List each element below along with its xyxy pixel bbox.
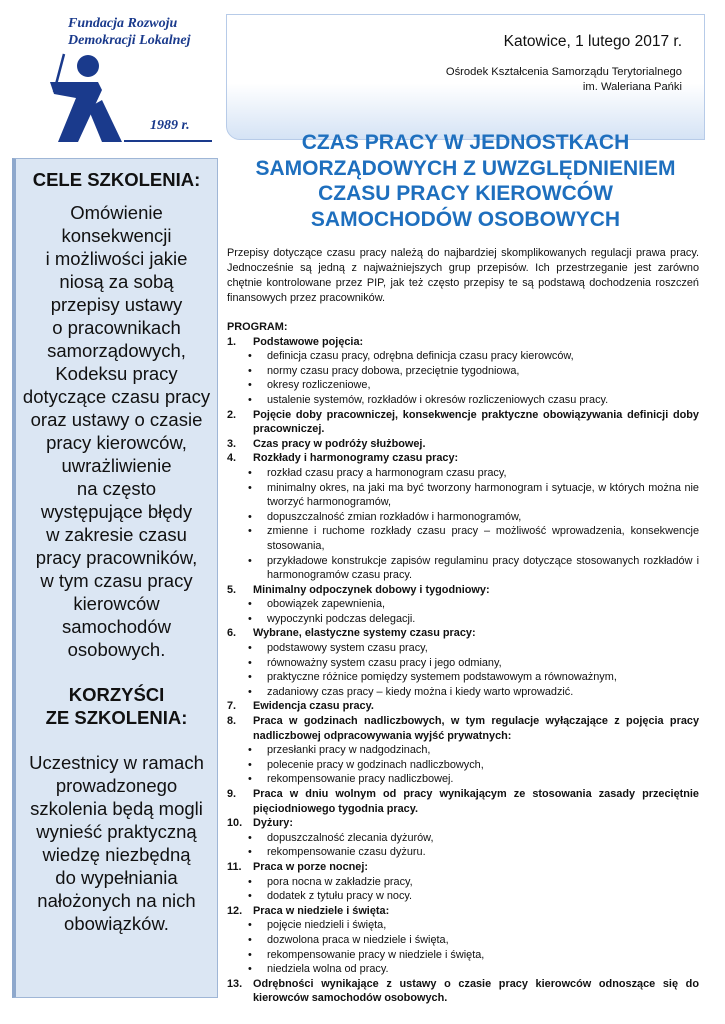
institution-line2: im. Waleriana Pańki	[582, 81, 682, 93]
program-bullet: • pora nocna w zakładzie pracy,	[227, 875, 699, 890]
program-item-number: 13.	[227, 977, 243, 990]
program-item	[227, 787, 699, 816]
program-bullet: • okresy rozliczeniowe,	[227, 378, 699, 393]
program-item-title: Pojęcie doby pracowniczej, konsekwencje praktyczne obowiązywania definicji doby pracowniczej.	[253, 408, 699, 436]
program-item-title: Wybrane, elastyczne systemy czasu pracy:	[253, 627, 476, 640]
program-item	[227, 714, 699, 743]
program-bullet: • dozwolona praca w niedziele i święta,	[227, 933, 699, 948]
program-item	[227, 335, 699, 350]
sidebar-text-line: konsekwencji	[61, 225, 172, 246]
sidebar-text-line: nałożonych na nich	[37, 890, 196, 911]
program-bullet: • podstawowy system czasu pracy,	[227, 641, 699, 656]
program-item-title: Ewidencja czasu pracy.	[253, 700, 374, 713]
program-section	[227, 320, 699, 1006]
program-bullet-list	[227, 466, 699, 583]
program-item-title: Dyżury:	[253, 817, 293, 830]
program-bullet: • zadaniowy czas pracy – kiedy można i kiedy warto wprowadzić.	[227, 685, 699, 700]
program-bullet: • polecenie pracy w godzinach nadliczbowych,	[227, 758, 699, 773]
sidebar-text-line: w zakresie czasu	[46, 524, 187, 545]
program-bullet: • rekompensowanie pracy nadliczbowej.	[227, 772, 699, 787]
benefits-heading-line2: ZE SZKOLENIA:	[45, 707, 188, 728]
program-bullet-list	[227, 831, 699, 860]
title-line: SAMORZĄDOWYCH Z UWZGLĘDNIENIEM	[255, 156, 676, 180]
program-item	[227, 583, 699, 598]
page-title	[226, 130, 705, 232]
program-bullet: • rekompensowanie czasu dyżuru.	[227, 845, 699, 860]
program-bullet: • pojęcie niedzieli i święta,	[227, 918, 699, 933]
program-item-number: 3.	[227, 437, 237, 450]
sidebar-text-line: pracy pracowników,	[35, 547, 198, 568]
program-item-title: Rozkłady i harmonogramy czasu pracy:	[253, 452, 459, 465]
logo-name-line1: Fundacja Rozwoju	[68, 16, 178, 31]
program-item-number: 6.	[227, 627, 237, 640]
program-item-number: 11.	[227, 860, 242, 873]
goals-text	[16, 201, 217, 661]
program-bullet: • rozkład czasu pracy a harmonogram czasu pracy,	[227, 466, 699, 481]
benefits-text	[16, 751, 217, 935]
program-item-title: Praca w godzinach nadliczbowych, w tym regulacje wyłączające z pojęcia pracy nadliczbowej odpracowywania wyjść prywatnych:	[253, 715, 699, 742]
program-item-number: 7.	[227, 700, 237, 713]
program-list	[227, 335, 699, 1006]
program-item-title: Podstawowe pojęcia:	[253, 335, 364, 348]
sidebar-text-line: kierowców	[73, 593, 160, 614]
sidebar-text-line: prowadzonego	[55, 775, 178, 796]
intro-paragraph: Przepisy dotyczące czasu pracy należą do najbardziej skomplikowanych regulacji prawa pracy. Jednocześnie są jedną z najważniejszych grup przepisów. Ich przestrzeganie jest zarówno chętnie kontrolowane przez PIP, jak też często przepisy te są podstawą dochodzenia roszczeń finansowych przez pracowników.	[227, 247, 699, 304]
sidebar-text-line: szkolenia będą mogli	[30, 798, 203, 819]
program-bullet-list	[227, 743, 699, 787]
program-item-number: 4.	[227, 452, 237, 465]
sidebar-text-line: dotyczące czasu pracy	[22, 386, 211, 407]
title-line: CZASU PRACY KIEROWCÓW	[318, 182, 613, 205]
program-item	[227, 699, 699, 714]
sidebar-text-line: samorządowych,	[47, 340, 186, 361]
program-bullet-list	[227, 641, 699, 699]
sidebar-text-line: obowiązków.	[64, 913, 169, 934]
sidebar-text-line: w tym czasu pracy	[40, 570, 193, 591]
program-bullet: • dopuszczalność zlecania dyżurów,	[227, 831, 699, 846]
logo-divider	[124, 140, 212, 142]
institution-name	[446, 65, 682, 95]
program-item-title: Praca w dniu wolnym od pracy wynikającym ze stosowania zasady przeciętnie pięciodniowego tygodnia pracy.	[253, 788, 699, 815]
sidebar-text-line: przepisy ustawy	[50, 294, 183, 315]
program-bullet: • niedziela wolna od pracy.	[227, 962, 699, 977]
program-item	[227, 904, 699, 919]
sidebar-panel	[12, 158, 218, 998]
program-item-title: Praca w porze nocnej:	[253, 860, 368, 873]
program-item-number: 8.	[227, 715, 237, 728]
program-bullet: • równoważny system czasu pracy i jego odmiany,	[227, 656, 699, 671]
logo-year: 1989 r.	[150, 118, 190, 133]
program-bullet-list	[227, 597, 699, 626]
sidebar-text-line: niosą za sobą	[59, 271, 174, 292]
goals-heading: CELE SZKOLENIA:	[32, 169, 201, 190]
program-item	[227, 437, 699, 452]
program-bullet: • dodatek z tytułu pracy w nocy.	[227, 889, 699, 904]
sidebar-text-line: występujące błędy	[40, 501, 193, 522]
benefits-heading	[16, 683, 217, 729]
program-bullet: • obowiązek zapewnienia,	[227, 597, 699, 612]
program-heading: PROGRAM:	[227, 321, 288, 333]
program-bullet: • praktyczne różnice pomiędzy systemem podstawowym a równoważnym,	[227, 670, 699, 685]
sidebar-text-line: na często	[76, 478, 157, 499]
program-item-title: Odrębności wynikające z ustawy o czasie pracy kierowców odnoszące się do kierowców samochodów osobowych.	[253, 977, 699, 1005]
program-item	[227, 626, 699, 641]
benefits-heading-line1: KORZYŚCI	[68, 684, 165, 705]
program-item-number: 12.	[227, 904, 243, 917]
title-line: CZAS PRACY W JEDNOSTKACH	[301, 131, 630, 154]
program-bullet: • normy czasu pracy dobowa, przeciętnie tygodniowa,	[227, 364, 699, 379]
sidebar-text-line: uwrażliwienie	[61, 455, 172, 476]
logo-name-line2: Demokracji Lokalnej	[68, 33, 191, 48]
sidebar-text-line: pracy kierowców,	[46, 432, 187, 453]
program-item	[227, 816, 699, 831]
program-item	[227, 408, 699, 437]
program-item-number: 9.	[227, 788, 237, 800]
program-bullet: • dopuszczalność zmian rozkładów i harmonogramów,	[227, 510, 699, 525]
program-bullet: • przesłanki pracy w nadgodzinach,	[227, 743, 699, 758]
sidebar-text-line: do wypełniania	[55, 867, 178, 888]
program-item-number: 10.	[227, 817, 243, 830]
program-bullet-list	[227, 918, 699, 976]
program-bullet: • przykładowe konstrukcje zapisów regulaminu pracy dotyczące stosowanych rozkładów i harmonogramów czasu pracy.	[227, 554, 699, 583]
program-bullet: • wypoczynki podczas delegacji.	[227, 612, 699, 627]
walking-figure-icon	[42, 52, 142, 148]
program-item	[227, 977, 699, 1006]
program-item-number: 1.	[227, 335, 237, 348]
program-item	[227, 860, 699, 875]
program-item-title: Czas pracy w podróży służbowej.	[253, 437, 426, 450]
program-bullet: • rekompensowanie pracy w niedziele i święta,	[227, 948, 699, 963]
program-item-title: Praca w niedziele i święta:	[253, 904, 390, 917]
institution-line1: Ośrodek Kształcenia Samorządu Terytorialnego	[445, 66, 682, 78]
document-date: Katowice, 1 lutego 2017 r.	[503, 33, 682, 50]
program-item-number: 5.	[227, 583, 237, 596]
program-bullet-list	[227, 349, 699, 407]
header-box	[226, 14, 705, 140]
program-item-title: Minimalny odpoczynek dobowy i tygodniowy:	[253, 583, 490, 596]
foundation-logo	[42, 16, 212, 141]
sidebar-text-line: Omówienie	[70, 202, 163, 223]
program-bullet: • zmienne i ruchome rozkłady czasu pracy – możliwość wprowadzenia, konsekwencje stosowania,	[227, 524, 699, 553]
program-bullet-list	[227, 875, 699, 904]
title-line: SAMOCHODÓW OSOBOWYCH	[310, 207, 621, 231]
sidebar-text-line: samochodów	[61, 616, 171, 637]
program-bullet: • ustalenie systemów, rozkładów i okresów rozliczeniowych czasu pracy.	[227, 393, 699, 408]
sidebar-text-line: wiedzę niezbędną	[42, 844, 191, 865]
sidebar-text-line: osobowych.	[67, 639, 166, 660]
program-bullet: • definicja czasu pracy, odrębna definicja czasu pracy kierowców,	[227, 349, 699, 364]
sidebar-text-line: o pracownikach	[52, 317, 181, 338]
program-item	[227, 451, 699, 466]
sidebar-text-line: Uczestnicy w ramach	[29, 752, 204, 773]
sidebar-text-line: oraz ustawy o czasie	[30, 409, 203, 430]
sidebar-text-line: i możliwości jakie	[45, 248, 188, 269]
sidebar-text-line: Kodeksu pracy	[55, 363, 178, 384]
program-item-number: 2.	[227, 408, 237, 421]
program-bullet: • minimalny okres, na jaki ma być tworzony harmonogram i sytuacje, w których można nie tworzyć harmonogramów,	[227, 481, 699, 510]
sidebar-text-line: wynieść praktyczną	[36, 821, 197, 842]
